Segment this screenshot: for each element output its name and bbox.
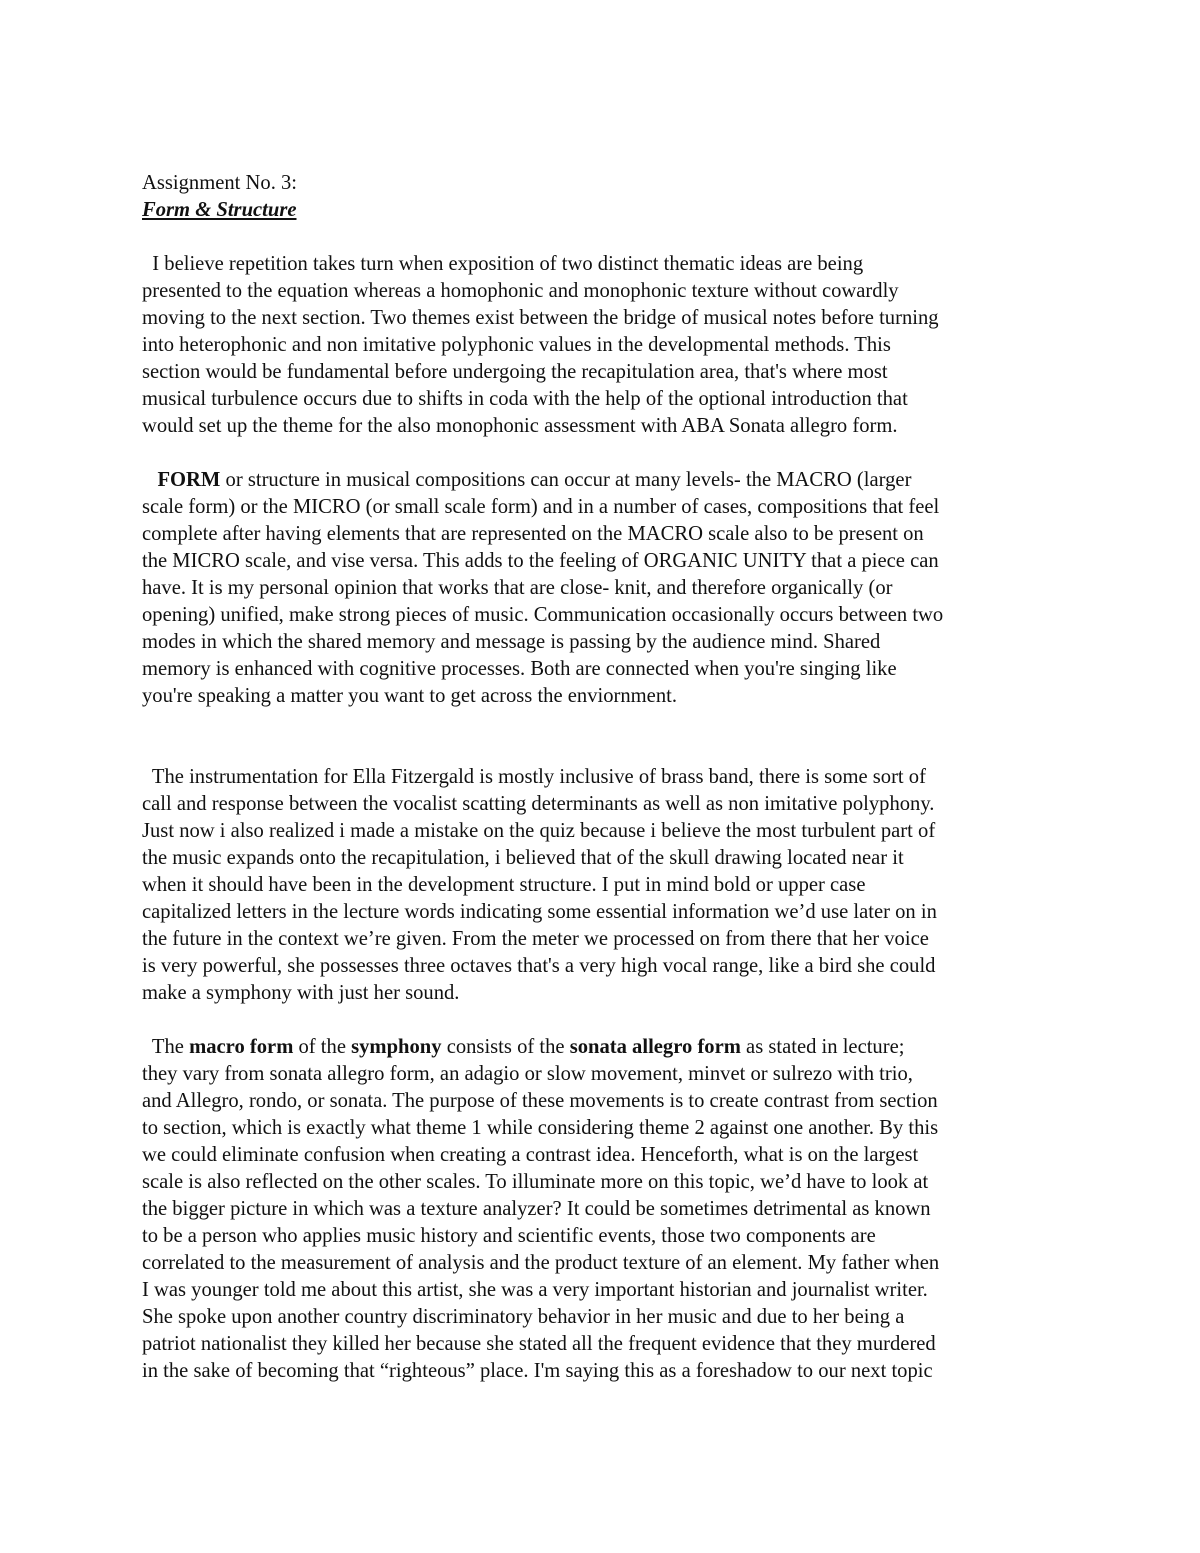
paragraph-line: and Allegro, rondo, or sonata. The purpose of these movements is to create contrast from section (142, 1090, 938, 1112)
paragraph-line: have. It is my personal opinion that works that are close- knit, and therefore organically (or (142, 577, 893, 599)
paragraph-line: the MICRO scale, and vise versa. This adds to the feeling of ORGANIC UNITY that a piece can (142, 550, 939, 572)
form-keyword: FORM (157, 469, 221, 491)
paragraph-instrumentation (142, 764, 1062, 1007)
form-line-rest: or structure in musical compositions can occur at many levels- the MACRO (larger (220, 469, 912, 491)
paragraph-line: section would be fundamental before undergoing the recapitulation area, that's where most (142, 361, 888, 383)
paragraph-line: opening) unified, make strong pieces of music. Communication occasionally occurs between two (142, 604, 944, 626)
paragraph-line: The instrumentation for Ella Fitzergald is mostly inclusive of brass band, there is some sort of (142, 766, 926, 788)
text-run: of the (293, 1036, 352, 1058)
paragraph-line (142, 467, 1062, 494)
paragraph-line: presented to the equation whereas a homophonic and monophonic texture without cowardly (142, 280, 899, 302)
paragraph-line: in the sake of becoming that “righteous” place. I'm saying this as a foreshadow to our next topic (142, 1360, 933, 1382)
paragraph-line: into heterophonic and non imitative polyphonic values in the developmental methods. This (142, 334, 891, 356)
paragraph-line: call and response between the vocalist scatting determinants as well as non imitative polyphony. (142, 793, 935, 815)
assignment-subtitle: Form & Structure (142, 199, 297, 221)
text-run: consists of the (441, 1036, 570, 1058)
paragraph-line: moving to the next section. Two themes exist between the bridge of musical notes before turning (142, 307, 939, 329)
paragraph-line: I was younger told me about this artist, she was a very important historian and journalist writer. (142, 1279, 928, 1301)
paragraph-line: to be a person who applies music history and scientific events, those two components are (142, 1225, 876, 1247)
document-page (142, 170, 1062, 1385)
paragraph-line: She spoke upon another country discriminatory behavior in her music and due to her being a (142, 1306, 905, 1328)
macro-form-keyword: macro form (189, 1036, 294, 1058)
assignment-title: Assignment No. 3: (142, 172, 298, 194)
paragraph-line: correlated to the measurement of analysis and the product texture of an element. My father when (142, 1252, 940, 1274)
paragraph-line: the future in the context we’re given. From the meter we processed on from there that her voice (142, 928, 929, 950)
paragraph-line: complete after having elements that are represented on the MACRO scale also to be present on (142, 523, 924, 545)
paragraph-line: you're speaking a matter you want to get across the enviornment. (142, 685, 677, 707)
paragraph-line: patriot nationalist they killed her because she stated all the frequent evidence that they murdered (142, 1333, 936, 1355)
paragraph-line: the bigger picture in which was a texture analyzer? It could be sometimes detrimental as known (142, 1198, 931, 1220)
paragraph-line: I believe repetition takes turn when exposition of two distinct thematic ideas are being (142, 253, 864, 275)
paragraph-line: scale is also reflected on the other scales. To illuminate more on this topic, we’d have to look at (142, 1171, 929, 1193)
symphony-keyword: symphony (351, 1036, 442, 1058)
paragraph-line: when it should have been in the development structure. I put in mind bold or upper case (142, 874, 866, 896)
paragraph-line: they vary from sonata allegro form, an adagio or slow movement, minvet or sulrezo with trio, (142, 1063, 913, 1085)
paragraph-line: scale form) or the MICRO (or small scale form) and in a number of cases, compositions that feel (142, 496, 940, 518)
paragraph-repetition (142, 251, 1062, 440)
paragraph-line: capitalized letters in the lecture words indicating some essential information we’d use later on in (142, 901, 937, 923)
paragraph-line (142, 1034, 1062, 1061)
paragraph-line: is very powerful, she possesses three octaves that's a very high vocal range, like a bird she could (142, 955, 936, 977)
sonata-allegro-keyword: sonata allegro form (569, 1036, 741, 1058)
paragraph-line: Just now i also realized i made a mistake on the quiz because i believe the most turbulent part of (142, 820, 936, 842)
text-run: as stated in lecture; (740, 1036, 905, 1058)
paragraph-line: memory is enhanced with cognitive processes. Both are connected when you're singing like (142, 658, 897, 680)
paragraph-line: make a symphony with just her sound. (142, 982, 460, 1004)
paragraph-line: would set up the theme for the also monophonic assessment with ABA Sonata allegro form. (142, 415, 898, 437)
paragraph-line: the music expands onto the recapitulation, i believed that of the skull drawing located near it (142, 847, 904, 869)
paragraph-line: to section, which is exactly what theme 1 while considering theme 2 against one another. By this (142, 1117, 939, 1139)
paragraph-form (142, 467, 1062, 710)
text-run: The (142, 1036, 190, 1058)
paragraph-line: modes in which the shared memory and message is passing by the audience mind. Shared (142, 631, 881, 653)
paragraph-line: musical turbulence occurs due to shifts in coda with the help of the optional introduction that (142, 388, 908, 410)
paragraph-macro-form (142, 1034, 1062, 1385)
paragraph-line: we could eliminate confusion when creating a contrast idea. Henceforth, what is on the largest (142, 1144, 919, 1166)
